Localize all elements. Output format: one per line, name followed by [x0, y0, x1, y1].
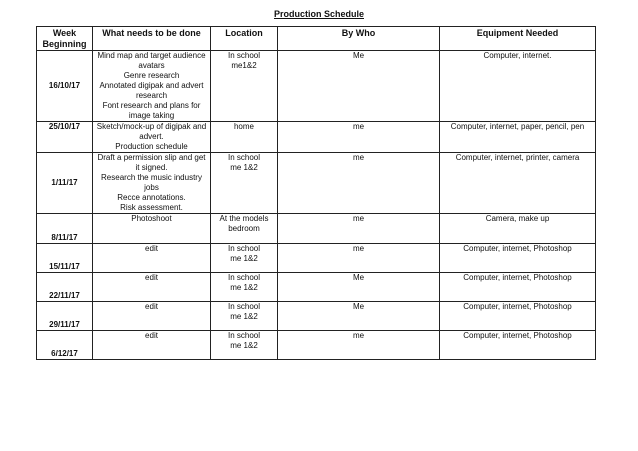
table-row — [37, 214, 596, 244]
location-cell — [211, 153, 278, 214]
location-line: In school — [227, 273, 261, 282]
task-line: avatars — [138, 61, 165, 70]
location-line: me 1&2 — [230, 341, 258, 350]
task-cell — [93, 214, 211, 244]
task-line: Recce annotations. — [117, 193, 186, 202]
task-line: advert. — [139, 132, 164, 141]
table-row — [37, 122, 596, 153]
table-row — [37, 302, 596, 331]
task-line: it signed. — [135, 163, 168, 172]
location-cell — [211, 302, 278, 331]
table-row — [37, 244, 596, 273]
task-line: edit — [145, 244, 158, 253]
by-who-cell: Me — [278, 51, 440, 122]
task-cell — [93, 153, 211, 214]
location-cell — [211, 214, 278, 244]
task-line: Production schedule — [115, 142, 188, 151]
location-cell — [211, 273, 278, 302]
location-cell — [211, 331, 278, 360]
task-line: Annotated digipak and advert — [99, 81, 204, 90]
task-line: Font research and plans for — [102, 101, 201, 110]
location-line: In school — [227, 153, 261, 162]
table-header-row — [37, 27, 596, 51]
week-beginning-cell: 1/11/17 — [37, 153, 93, 214]
equipment-cell: Computer, internet, printer, camera — [440, 153, 596, 214]
table-row — [37, 153, 596, 214]
location-line: In school — [227, 302, 261, 311]
by-who-cell: Me — [278, 273, 440, 302]
header-what-needs-to-be-done: What needs to be done — [93, 27, 211, 51]
location-line: In school — [227, 244, 261, 253]
week-beginning-cell: 25/10/17 — [37, 122, 93, 153]
equipment-cell: Computer, internet, paper, pencil, pen — [440, 122, 596, 153]
task-line: jobs — [144, 183, 159, 192]
week-beginning-cell: 15/11/17 — [37, 244, 93, 273]
by-who-cell: me — [278, 122, 440, 153]
location-line: me 1&2 — [230, 312, 258, 321]
table-row — [37, 273, 596, 302]
equipment-cell: Computer, internet, Photoshop — [440, 331, 596, 360]
task-line: Photoshoot — [131, 214, 172, 223]
location-line: In school — [227, 331, 261, 340]
location-line: me 1&2 — [230, 254, 258, 263]
task-line: image taking — [128, 111, 175, 120]
equipment-cell: Computer, internet. — [440, 51, 596, 122]
task-cell — [93, 302, 211, 331]
location-cell — [211, 51, 278, 122]
task-line: edit — [145, 331, 158, 340]
task-line: research — [135, 91, 168, 100]
location-line: me 1&2 — [230, 283, 258, 292]
task-line: edit — [145, 273, 158, 282]
task-cell — [93, 122, 211, 153]
task-cell — [93, 51, 211, 122]
week-beginning-cell: 29/11/17 — [37, 302, 93, 331]
task-line: Research the music industry — [101, 173, 202, 182]
production-schedule-table — [36, 26, 596, 360]
header-location: Location — [211, 27, 278, 51]
location-line: bedroom — [228, 224, 260, 233]
task-line: Sketch/mock-up of digipak and — [96, 122, 207, 131]
location-line: home — [233, 122, 254, 131]
task-cell — [93, 244, 211, 273]
equipment-cell: Computer, internet, Photoshop — [440, 273, 596, 302]
by-who-cell: me — [278, 244, 440, 273]
task-line: edit — [145, 302, 158, 311]
location-cell — [211, 244, 278, 273]
page-title: Production Schedule — [273, 9, 364, 19]
by-who-cell: Me — [278, 302, 440, 331]
location-line: In school — [227, 51, 261, 60]
week-beginning-cell: 22/11/17 — [37, 273, 93, 302]
header-week-beginning: Week Beginning — [37, 27, 93, 51]
header-equipment-needed: Equipment Needed — [440, 27, 596, 51]
task-cell — [93, 331, 211, 360]
by-who-cell: me — [278, 331, 440, 360]
by-who-cell: me — [278, 153, 440, 214]
task-cell — [93, 273, 211, 302]
header-by-who: By Who — [278, 27, 440, 51]
equipment-cell: Computer, internet, Photoshop — [440, 302, 596, 331]
location-cell — [211, 122, 278, 153]
location-line: me1&2 — [231, 61, 257, 70]
task-line: Genre research — [123, 71, 180, 80]
week-beginning-cell: 6/12/17 — [37, 331, 93, 360]
week-beginning-cell: 16/10/17 — [37, 51, 93, 122]
week-beginning-cell: 8/11/17 — [37, 214, 93, 244]
equipment-cell: Camera, make up — [440, 214, 596, 244]
table-row — [37, 51, 596, 122]
task-line: Risk assessment. — [120, 203, 183, 212]
location-line: At the models — [219, 214, 269, 223]
location-line: me 1&2 — [230, 163, 258, 172]
task-line: Mind map and target audience — [97, 51, 206, 60]
by-who-cell: me — [278, 214, 440, 244]
task-line: Draft a permission slip and get — [97, 153, 206, 162]
table-row — [37, 331, 596, 360]
equipment-cell: Computer, internet, Photoshop — [440, 244, 596, 273]
